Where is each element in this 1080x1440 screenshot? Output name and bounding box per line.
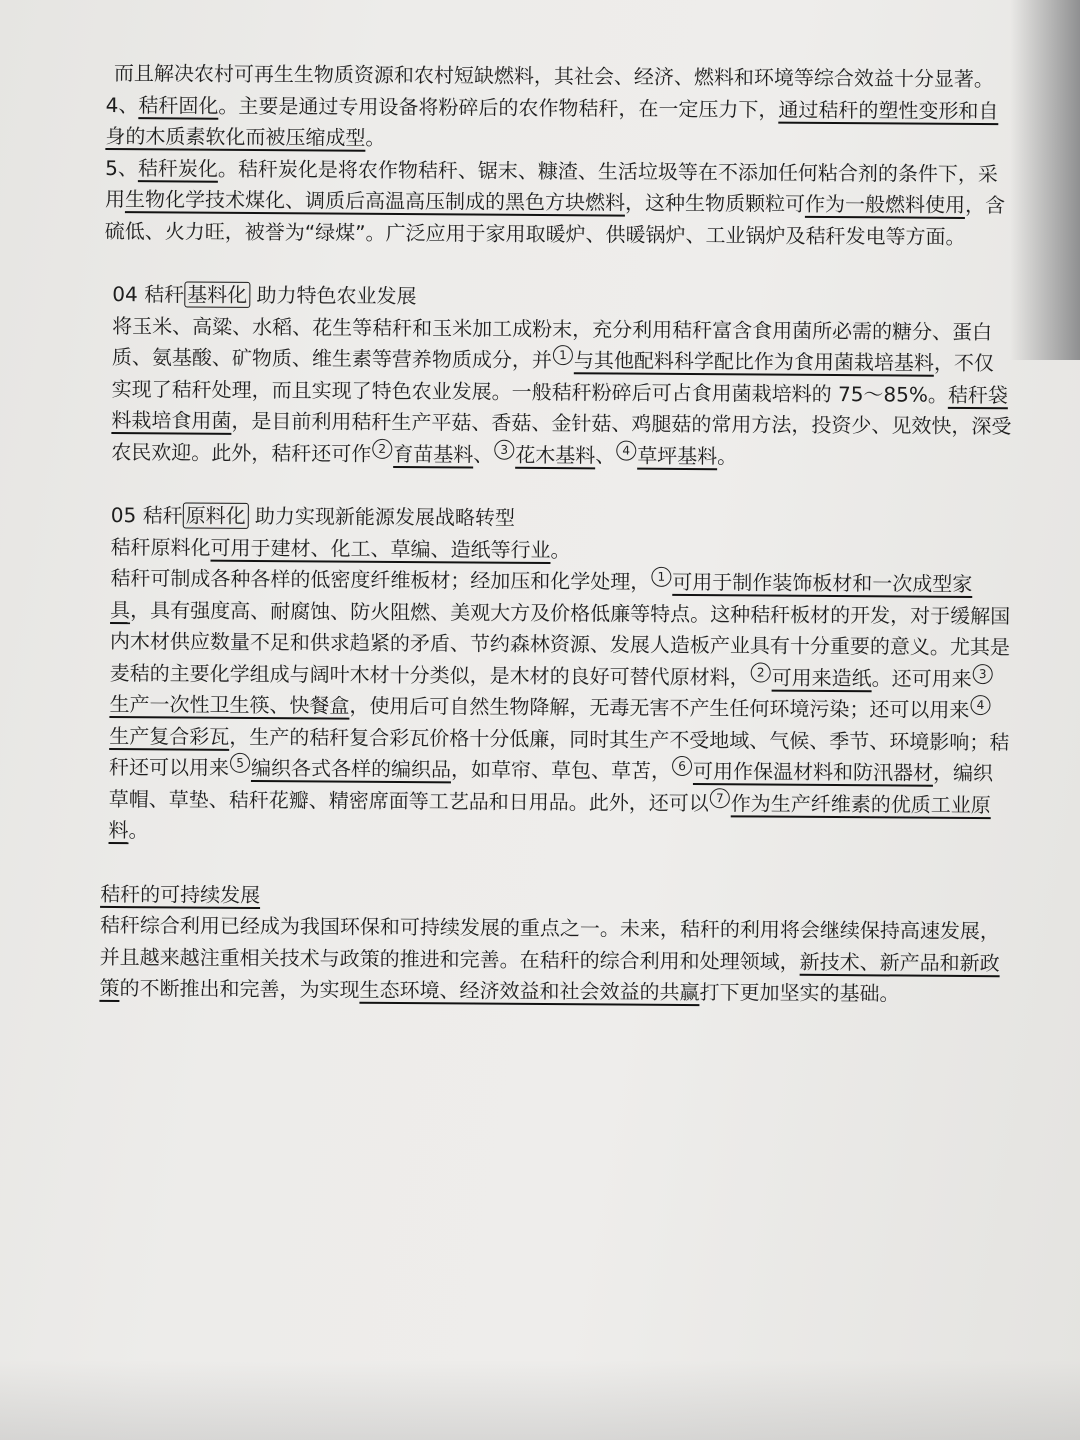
boxed-keyword: 原料化 [183,502,249,528]
item-5-title: 秸秆炭化 [137,155,219,181]
circled-number: 4 [616,440,636,460]
circled-number: 7 [710,788,730,808]
circled-number: 2 [751,662,771,682]
item-4-title: 秸秆固化 [138,92,219,118]
circled-number: 5 [230,753,250,773]
item-5-straw-carbonization: 5、秸秆炭化。秸秆炭化是将农作物秸秆、锯末、糠渣、生活垃圾等在不添加任何粘合剂的条件下，采用生物化学技术煤化、调质后高温高压制成的黑色方块燃料，这种生物质颗粒可作为一般燃料使用，含硫低、火力旺，被誉为“绿煤”。广泛应用于家用取暖炉、供暖锅炉、工业锅炉及秸秆发电等方面。 [104,155,1006,249]
section-sustainable-body: 秸秆综合利用已经成为我国环保和可持续发展的重点之一。未来，秸秆的利用将会继续保持高速发展，并且越来越注重相关技术与政策的推进和完善。在秸秆的综合利用和处理领域，新技术、新产品和新政策的不断推出和完善，为实现生态环境、经济效益和社会效益的共赢打下更加坚实的基础。 [99,912,1001,1006]
section-05-title: 05 秸秆 原料化 助力实现新能源发展战略转型 [110,502,516,530]
item-4-straw-solidification: 4、秸秆固化。主要是通过专用设备将粉碎后的农作物秸秆，在一定压力下，通过秸秆的塑性变形和自身的木质素软化而被压缩成型。 [105,92,999,150]
circled-number: 3 [494,440,514,460]
section-04-title: 04 秸秆 基料化 助力特色农业发展 [112,281,417,309]
circled-number: 1 [651,567,671,587]
circled-number: 3 [973,664,993,684]
paragraph-intro-continued: 而且解决农村可再生生物质资源和农村短缺燃料，其社会、经济、燃料和环境等综合效益十分显著。 [113,60,994,92]
section-04-body: 将玉米、高粱、水稻、花生等秸秆和玉米加工成粉末，充分利用秸秆富含食用菌所必需的糖分、蛋白质、氨基酸、矿物质、维生素等营养物质成分，并 1 与其他配料科学配比作为食用菌栽培基料，不仅实现了秸秆处理，而且实现了特色农业发展。一般秸秆粉碎后可占食用菌栽培料的 75～85%。秸秆袋料栽培食用菌，是目前利用秸秆生产平菇、香菇、金针菇、鸡腿菇的常用方法，投资少、见效快，深受农民欢迎。此外，秸秆还可作 2 育苗基料、 3 花木基料、 4 草坪基料。 [111,313,1012,468]
section-05-summary: 秸秆原料化可用于建材、化工、草编、造纸等行业。 [110,534,571,562]
page-shadow [1010,0,1080,360]
page-bottom-shadow [0,1360,1080,1440]
circled-number: 1 [553,345,573,365]
boxed-keyword: 基料化 [184,281,250,307]
section-sustainable-title: 秸秆的可持续发展 [100,881,261,907]
circled-number: 6 [672,756,692,776]
document-body [99,58,1014,1011]
section-05-body: 秸秆可制成各种各样的低密度纤维板材；经加压和化学处理， 1 可用于制作装饰板材和一次成型家具，具有强度高、耐腐蚀、防火阻燃、美观大方及价格低廉等特点。这种秸秆板材的开发，对于缓解国内木材供应数量不足和供求趋紧的矛盾、节约森林资源、发展人造板产业具有十分重要的意义。尤其是麦秸的主要化学组成与阔叶木材十分类似，是木材的良好可替代原材料， 2 可用来造纸。还可用来 3生产一次性卫生筷、快餐盒，使用后可自然生物降解，无毒无害不产生任何环境污染；还可以用来 4生产复合彩瓦，生产的秸秆复合彩瓦价格十分低廉，同时其生产不受地域、气候、季节、环境影响；秸秆还可以用来 5 编织各式各样的编织品，如草帘、草包、草苫， 6 可用作保温材料和防汛器材，编织草帽、草垫、秸秆花瓣、精密席面等工艺品和日用品。此外，还可以 7 作为生产纤维素的优质工业原料。 [108,565,1011,843]
circled-number: 2 [372,439,392,459]
circled-number: 4 [970,695,990,715]
